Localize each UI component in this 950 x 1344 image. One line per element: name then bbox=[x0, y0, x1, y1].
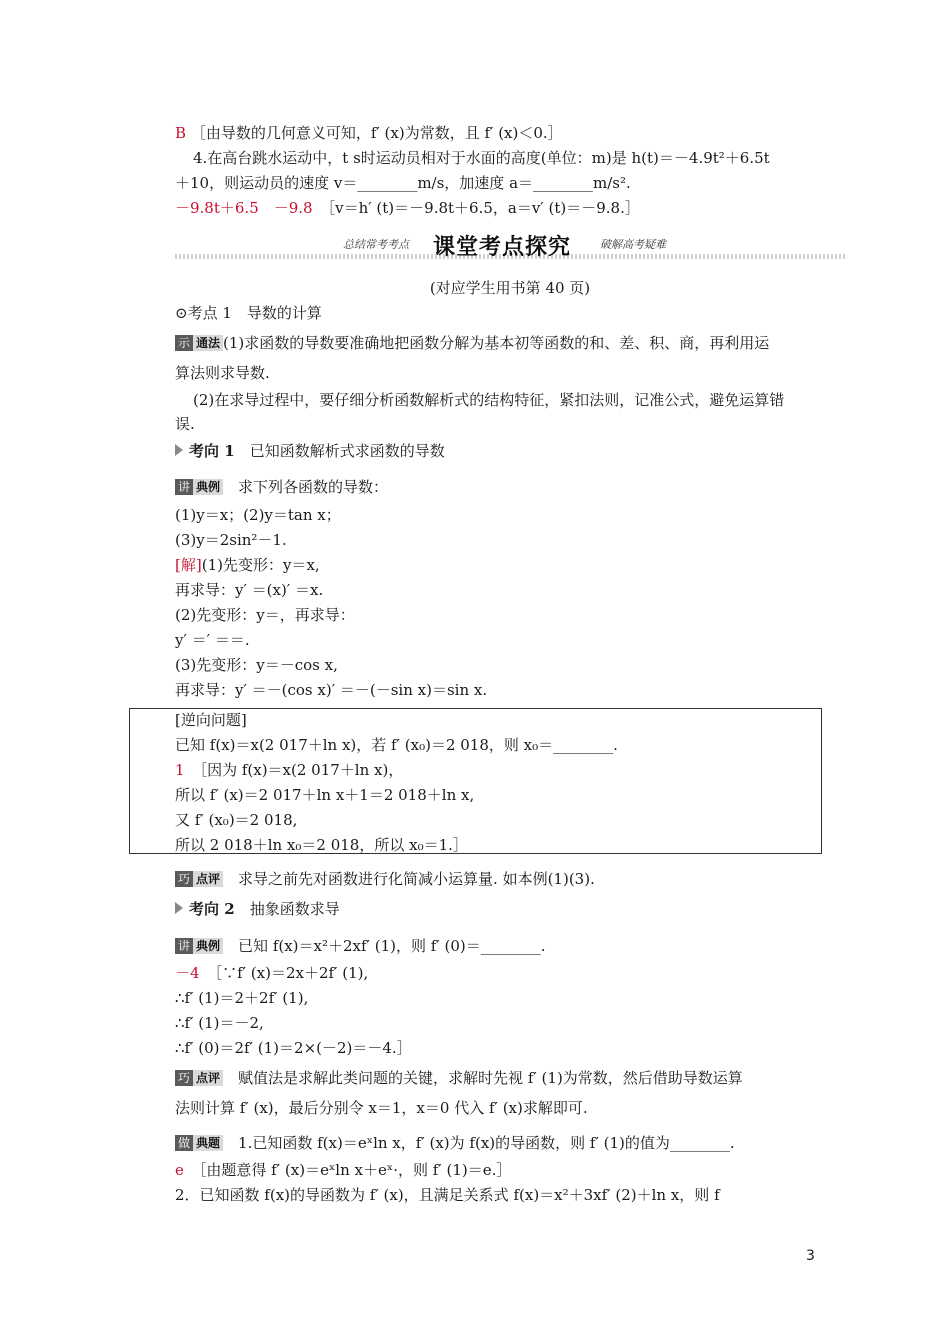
dianli2-a2: ∴f′ (1)＝2＋2f′ (1), bbox=[175, 989, 309, 1007]
tongfa-line2: 算法则求导数. bbox=[175, 364, 270, 382]
dianli1-s4: y′ ＝′ ＝＝. bbox=[175, 631, 250, 649]
nixiang-a3: 又 f′ (x₀)＝2 018, bbox=[175, 811, 298, 829]
heading-left: 总结常考考点 bbox=[343, 238, 409, 251]
heading-right: 破解高考疑难 bbox=[600, 238, 666, 251]
tongfa-line4: 误. bbox=[175, 415, 195, 433]
kaoxiang-2: 考向 2 抽象函数求导 bbox=[175, 899, 340, 919]
qiaodian2-line1: 巧 点评 赋值法是求解此类问题的关键，求解时先视 f′ (1)为常数，然后借助导数运算 bbox=[175, 1068, 743, 1088]
nixiang-title: [逆向问题] bbox=[175, 711, 247, 729]
kaodian-title: ⊙考点 1 导数的计算 bbox=[175, 304, 322, 322]
problem-4-answer bbox=[175, 198, 640, 218]
dianli1-q2: (3)y＝2sin²－1. bbox=[175, 531, 287, 549]
tongfa-tag: 示 通法 bbox=[175, 335, 223, 351]
dianli1-s5: (3)先变形：y＝－cos x, bbox=[175, 656, 338, 674]
section-heading bbox=[175, 230, 845, 260]
dianli2-line: 讲 典例 已知 f(x)＝x²＋2xf′ (1)，则 f′ (0)＝________. bbox=[175, 936, 546, 956]
triangle-icon bbox=[175, 902, 183, 914]
zuoti-tag: 做 典题 bbox=[175, 1135, 223, 1151]
triangle-icon bbox=[175, 444, 183, 456]
page-number: 3 bbox=[806, 1248, 815, 1264]
qiaodian-tag: 巧 点评 bbox=[175, 871, 223, 887]
dianli2-a4: ∴f′ (0)＝2f′ (1)＝2×(－2)＝－4.］ bbox=[175, 1039, 412, 1057]
problem-4-line2: ＋10，则运动员的速度 v＝________m/s，加速度 a＝________m/s². bbox=[175, 174, 631, 192]
answer-label: B bbox=[175, 124, 187, 142]
dianli1-line: 讲 典例 求下列各函数的导数： bbox=[175, 477, 388, 497]
answer-text: ［由导数的几何意义可知，f′ (x)为常数，且 f′ (x)＜0.］ bbox=[190, 124, 563, 142]
answer-explanation: ［v＝h′ (t)＝－9.8t＋6.5，a＝v′ (t)＝－9.8.］ bbox=[327, 199, 640, 217]
qiaodian-tag: 巧 点评 bbox=[175, 1070, 223, 1086]
dianli1-q1: (1)y＝x；(2)y＝tan x； bbox=[175, 506, 341, 524]
dianli-tag: 讲 典例 bbox=[175, 479, 223, 495]
qiaodian1-line: 巧 点评 求导之前先对函数进行化简减小运算量. 如本例(1)(3). bbox=[175, 869, 595, 889]
nixiang-a4: 所以 2 018＋ln x₀＝2 018，所以 x₀＝1.］ bbox=[175, 836, 468, 854]
zuoti-q1: 做 典题 1.已知函数 f(x)＝eˣln x，f′ (x)为 f(x)的导函数，则 f′ (1)的值为________. bbox=[175, 1133, 735, 1153]
dianli1-s6: 再求导：y′ ＝－(cos x)′ ＝－(－sin x)＝sin x. bbox=[175, 681, 488, 699]
dianli1-s2: 再求导：y′ ＝(x)′ ＝x. bbox=[175, 581, 324, 599]
nixiang-a2: 所以 f′ (x)＝2 017＋ln x＋1＝2 018＋ln x, bbox=[175, 786, 475, 804]
dianli1-s1: [解](1)先变形：y＝x, bbox=[175, 556, 320, 574]
dianli2-a3: ∴f′ (1)＝－2, bbox=[175, 1014, 264, 1032]
dianli2-answer: －4 ［∵f′ (x)＝2x＋2f′ (1), bbox=[175, 964, 369, 982]
nixiang-question: 已知 f(x)＝x(2 017＋ln x)，若 f′ (x₀)＝2 018，则 x₀＝________. bbox=[175, 736, 618, 754]
nixiang-answer: 1 ［因为 f(x)＝x(2 017＋ln x)， bbox=[175, 761, 404, 779]
tongfa-line1: 示 通法 (1)求函数的导数要准确地把函数分解为基本初等函数的和、差、积、商，再利用运 bbox=[175, 333, 769, 353]
zuoti-a1: e ［由题意得 f′ (x)＝eˣln x＋eˣ·，则 f′ (1)＝e.］ bbox=[175, 1161, 512, 1179]
heading-title: 课堂考点探究 bbox=[433, 235, 572, 260]
answer-line-b bbox=[175, 123, 563, 143]
reference-note: (对应学生用书第 40 页) bbox=[429, 279, 591, 297]
dianli-tag: 讲 典例 bbox=[175, 938, 223, 954]
qiaodian2-line2: 法则计算 f′ (x)，最后分别令 x＝1，x＝0 代入 f′ (x)求解即可. bbox=[175, 1099, 588, 1117]
answer-values: －9.8t＋6.5 －9.8 bbox=[175, 199, 313, 217]
tongfa-line3: (2)在求导过程中，要仔细分析函数解析式的结构特征，紧扣法则，记准公式，避免运算错 bbox=[193, 391, 785, 409]
zuoti-q2: 2．已知函数 f(x)的导函数为 f′ (x)，且满足关系式 f(x)＝x²＋3xf′ (2)＋ln x，则 f bbox=[175, 1186, 720, 1204]
dianli1-s3: (2)先变形：y＝，再求导： bbox=[175, 606, 355, 624]
kaoxiang-1: 考向 1 已知函数解析式求函数的导数 bbox=[175, 441, 445, 461]
problem-4-line1: 4.在高台跳水运动中，t s时运动员相对于水面的高度(单位：m)是 h(t)＝－4.9t²＋6.5t bbox=[193, 149, 770, 167]
